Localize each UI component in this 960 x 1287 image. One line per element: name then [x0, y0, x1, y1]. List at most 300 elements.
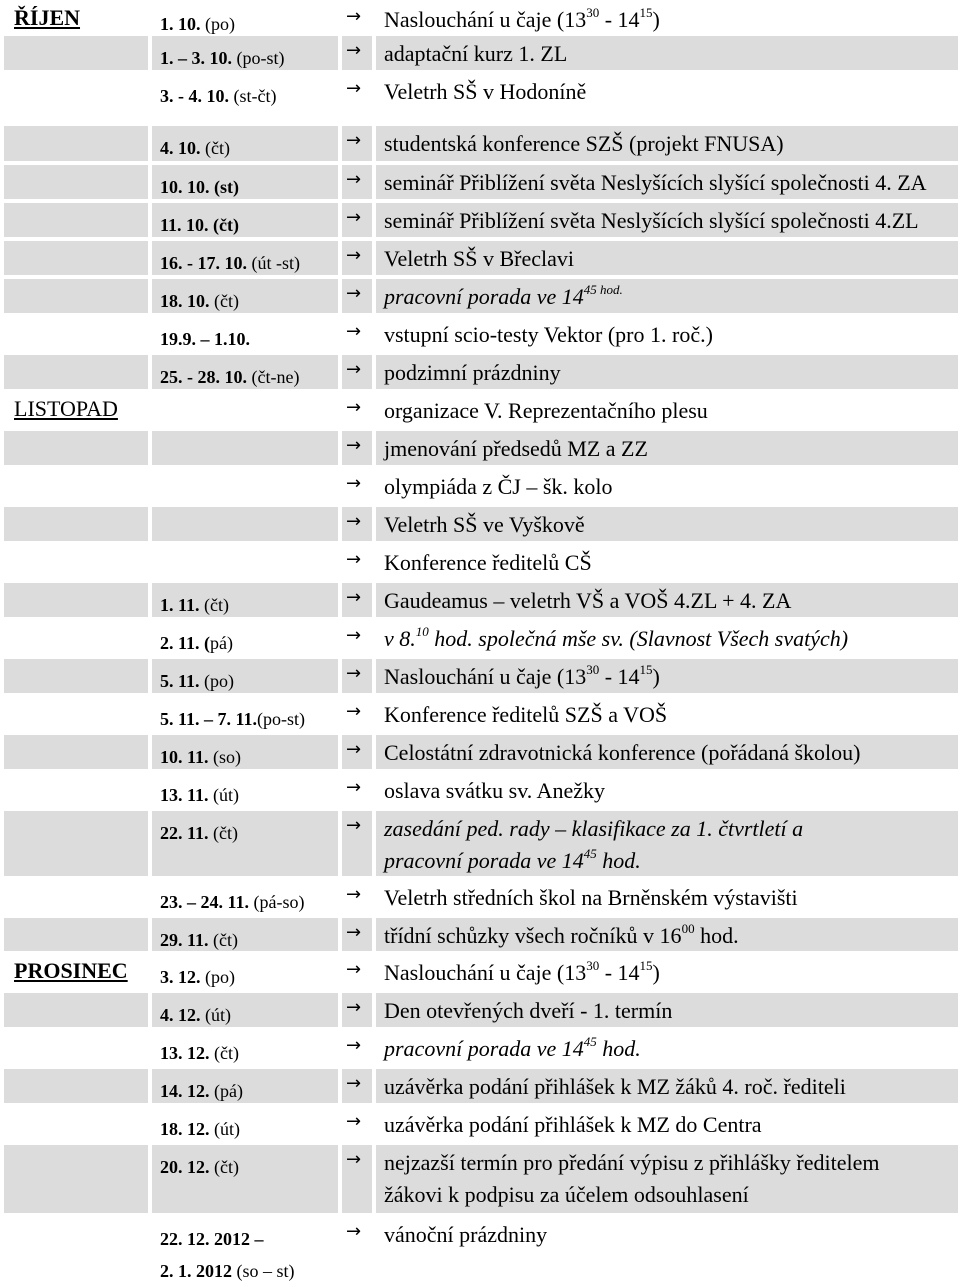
arrow-cell — [342, 1145, 372, 1213]
description-text — [384, 433, 648, 465]
arrow-icon: → — [346, 130, 362, 151]
month-cell — [4, 811, 148, 876]
description-cell — [376, 317, 958, 351]
description-text — [384, 1033, 641, 1065]
arrow-icon: → — [346, 959, 362, 980]
arrow-icon: → — [346, 40, 362, 61]
arrow-cell — [342, 621, 372, 655]
description: pracovní porada ve 14 — [384, 284, 584, 309]
description-text — [384, 167, 927, 199]
date-text — [160, 1075, 243, 1107]
date-text — [160, 1113, 240, 1145]
date-bold: 11. 10. (čt) — [160, 215, 239, 235]
description-text — [384, 395, 708, 427]
arrow-cell — [342, 659, 372, 693]
date-text — [160, 171, 239, 203]
arrow-cell — [342, 74, 372, 106]
arrow-cell — [342, 203, 372, 237]
date-cell — [152, 735, 338, 769]
arrow-icon: → — [346, 1073, 362, 1094]
arrow-cell — [342, 431, 372, 465]
month-cell — [4, 621, 148, 655]
date-day: (so – st) — [232, 1261, 295, 1281]
date-text — [160, 1037, 239, 1069]
date-cell — [152, 36, 338, 70]
description-cell — [376, 279, 958, 313]
date-day: (čt-ne) — [247, 367, 300, 387]
date-bold: 2. 1. 2012 — [160, 1261, 232, 1281]
arrow-icon: → — [346, 997, 362, 1018]
description-text — [384, 882, 798, 914]
description-text — [384, 38, 567, 70]
arrow-cell — [342, 1031, 372, 1065]
month-cell — [4, 955, 148, 989]
description: studentská konference SZŠ (projekt FNUSA) — [384, 131, 784, 156]
table-row — [0, 1143, 960, 1215]
description-text — [384, 957, 660, 989]
description-text — [384, 623, 848, 655]
description-cell — [376, 1069, 958, 1103]
date-cell — [152, 545, 338, 579]
date-text — [160, 361, 299, 393]
arrow-cell — [342, 2, 372, 32]
description-cell — [376, 36, 958, 70]
table-row — [0, 239, 960, 277]
description-text — [384, 1219, 547, 1251]
description-text — [384, 737, 860, 769]
description: Celostátní zdravotnická konference (pořádaná školou) — [384, 740, 861, 765]
table-row — [0, 429, 960, 467]
arrow-cell — [342, 993, 372, 1027]
description: Veletrh SŠ ve Vyškově — [384, 512, 585, 537]
arrow-cell — [342, 126, 372, 161]
description-cell — [376, 735, 958, 769]
date-day: (so) — [208, 747, 242, 767]
description-text — [384, 281, 623, 313]
date-bold: 10. 11. — [160, 747, 209, 767]
date-bold: 22. 11. — [160, 823, 209, 843]
arrow-icon: → — [346, 511, 362, 532]
table-row — [0, 163, 960, 201]
date-day: (čt) — [200, 138, 230, 158]
table-row — [0, 277, 960, 315]
description-cell — [376, 955, 958, 989]
arrow-cell — [342, 279, 372, 313]
table-row — [0, 991, 960, 1029]
month-cell — [4, 659, 148, 693]
arrow-icon: → — [346, 397, 362, 418]
date-cell — [152, 1069, 338, 1103]
description-mid: - 14 — [599, 664, 640, 689]
description-text — [384, 205, 919, 237]
description-cell — [376, 1145, 958, 1213]
date-text — [160, 817, 238, 849]
date-cell — [152, 241, 338, 275]
description-cell — [376, 545, 958, 579]
month-cell — [4, 279, 148, 313]
date-cell — [152, 955, 338, 989]
description-mid: hod. — [694, 923, 739, 948]
arrow-cell — [342, 545, 372, 579]
date-cell — [152, 918, 338, 951]
month-cell — [4, 880, 148, 914]
date-day: (út) — [209, 1119, 240, 1139]
date-cell — [152, 355, 338, 389]
description-mid: - 14 — [599, 960, 640, 985]
description: Konference ředitelů SZŠ a VOŠ — [384, 702, 668, 727]
month-cell — [4, 355, 148, 389]
arrow-icon: → — [346, 169, 362, 190]
description: Den otevřených dveří - 1. termín — [384, 998, 673, 1023]
description-cell — [376, 1107, 958, 1141]
arrow-icon: → — [346, 884, 362, 905]
table-row — [0, 581, 960, 619]
date-day: (čt) — [208, 930, 238, 950]
date-day: (út) — [208, 785, 240, 805]
month-rijen: ŘÍJEN — [14, 5, 81, 30]
description-end: ) — [652, 7, 660, 32]
table-row — [0, 353, 960, 391]
date-cell — [152, 1107, 338, 1141]
date-bold: 13. 12. — [160, 1043, 210, 1063]
date-bold: 23. – 24. 11. — [160, 892, 250, 912]
date-text — [160, 961, 235, 993]
description: vánoční prázdniny — [384, 1222, 548, 1247]
date-text — [160, 924, 238, 956]
table-row — [0, 1029, 960, 1067]
superscript: 30 — [586, 4, 600, 20]
month-cell — [4, 507, 148, 541]
date-day: (po) — [200, 14, 235, 34]
date-cell — [152, 583, 338, 617]
description-cell — [376, 126, 958, 161]
table-row — [0, 315, 960, 353]
date-day: (út -st) — [247, 253, 300, 273]
date-text — [160, 1151, 239, 1183]
arrow-icon: → — [346, 78, 362, 99]
description-text — [384, 319, 713, 351]
arrow-icon: → — [346, 625, 362, 646]
date-bold: 4. 10. — [160, 138, 201, 158]
date-cell — [152, 279, 338, 313]
description-text — [384, 813, 803, 877]
description-cell — [376, 993, 958, 1027]
description-text — [384, 357, 561, 389]
arrow-icon: → — [346, 663, 362, 684]
month-cell — [4, 74, 148, 106]
date-text — [160, 999, 231, 1031]
date-bold: 20. 12. — [160, 1157, 210, 1177]
date-cell — [152, 469, 338, 503]
arrow-icon: → — [346, 359, 362, 380]
description-text — [384, 509, 585, 541]
description: Naslouchání u čaje (13 — [384, 7, 587, 32]
arrow-cell — [342, 393, 372, 427]
date-day: (út) — [200, 1005, 231, 1025]
description-cell — [376, 697, 958, 731]
date-day: (po-st) — [232, 48, 285, 68]
description-cell — [376, 469, 958, 503]
date-day: (pá-so) — [249, 892, 305, 912]
table-row — [0, 34, 960, 72]
description-mid: hod. — [596, 1036, 641, 1061]
date-cell — [152, 74, 338, 106]
date-text — [160, 589, 229, 621]
table-row — [0, 771, 960, 809]
description-text — [384, 128, 784, 160]
description-text — [384, 4, 660, 36]
date-cell — [152, 621, 338, 655]
date-cell — [152, 393, 338, 427]
date-text — [160, 323, 250, 355]
description-cell — [376, 2, 958, 32]
description: nejzazší termín pro předání výpisu z přihlášky ředitelem — [384, 1150, 880, 1175]
description-cell — [376, 241, 958, 275]
date-cell — [152, 659, 338, 693]
arrow-icon: → — [346, 207, 362, 228]
description: v 8. — [384, 626, 416, 651]
description-text — [384, 1071, 846, 1103]
superscript: 00 — [681, 920, 695, 936]
date-cell — [152, 811, 338, 876]
month-listopad: LISTOPAD — [14, 396, 118, 421]
description-cell — [376, 355, 958, 389]
description-mid: hod. společná mše sv. (Slavnost Všech svatých) — [428, 626, 849, 651]
date-text — [160, 132, 230, 164]
date-day: (pá) — [209, 1081, 243, 1101]
arrow-icon: → — [346, 815, 362, 836]
description-text — [384, 920, 739, 952]
description: oslava svátku sv. Anežky — [384, 778, 605, 803]
table-row — [0, 0, 960, 34]
month-prosinec: PROSINEC — [14, 958, 128, 983]
superscript: 45 — [583, 845, 597, 861]
date-cell — [152, 697, 338, 731]
description: Gaudeamus – veletrh VŠ a VOŠ 4.ZL + 4. ZA — [384, 588, 792, 613]
description: vstupní scio-testy Vektor (pro 1. roč.) — [384, 322, 713, 347]
date-day: (po-st) — [257, 709, 306, 729]
description: Veletrh SŠ v Břeclavi — [384, 246, 575, 271]
date-bold: 10. 10. (st) — [160, 177, 239, 197]
description-cell — [376, 659, 958, 693]
arrow-cell — [342, 583, 372, 617]
arrow-icon: → — [346, 777, 362, 798]
month-cell — [4, 993, 148, 1027]
arrow-icon: → — [346, 1035, 362, 1056]
table-row — [0, 695, 960, 733]
date-bold: 1. 11. — [160, 595, 200, 615]
month-cell — [4, 545, 148, 579]
date-bold: 29. 11. — [160, 930, 209, 950]
date-cell — [152, 1145, 338, 1213]
table-row — [0, 953, 960, 991]
description-end: ) — [652, 664, 660, 689]
arrow-cell — [342, 469, 372, 503]
date-text — [160, 703, 305, 735]
table-row — [0, 467, 960, 505]
date-day: (čt) — [209, 1043, 239, 1063]
description-cell — [376, 1031, 958, 1065]
month-cell — [4, 241, 148, 275]
arrow-cell — [342, 1217, 372, 1281]
description: podzimní prázdniny — [384, 360, 561, 385]
description-text — [384, 699, 667, 731]
date-bold: 18. 10. — [160, 291, 210, 311]
month-cell — [4, 735, 148, 769]
description-end: ) — [652, 960, 660, 985]
arrow-icon: → — [346, 283, 362, 304]
date-bold: 22. 12. 2012 – — [160, 1229, 264, 1249]
description: třídní schůzky všech ročníků v 16 — [384, 923, 682, 948]
date-day: (po) — [200, 967, 235, 987]
table-row — [0, 657, 960, 695]
description-cell — [376, 1217, 958, 1281]
superscript: 15 — [639, 661, 653, 677]
description-cell — [376, 621, 958, 655]
date-bold: 1. 10. — [160, 14, 201, 34]
table-row — [0, 72, 960, 108]
description-text — [384, 585, 791, 617]
date-text — [160, 779, 239, 811]
description-line2: žákovi k podpisu za účelem odsouhlasení — [384, 1182, 749, 1207]
date-cell — [152, 1031, 338, 1065]
month-cell — [4, 583, 148, 617]
superscript: 10 — [415, 623, 429, 639]
month-cell — [4, 431, 148, 465]
date-day: pá) — [210, 633, 233, 653]
month-cell — [4, 469, 148, 503]
date-cell — [152, 317, 338, 351]
description-text — [384, 995, 672, 1027]
description: adaptační kurz 1. ZL — [384, 41, 568, 66]
month-cell — [4, 2, 148, 32]
date-cell — [152, 993, 338, 1027]
date-day: (po) — [199, 671, 235, 691]
arrow-icon: → — [346, 549, 362, 570]
description-end: hod. — [596, 848, 641, 873]
table-row — [0, 809, 960, 878]
arrow-cell — [342, 918, 372, 951]
description-text — [384, 471, 613, 503]
arrow-cell — [342, 773, 372, 807]
table-row — [0, 201, 960, 239]
month-cell — [4, 317, 148, 351]
description-line2: pracovní porada ve 14 — [384, 848, 584, 873]
arrow-cell — [342, 1069, 372, 1103]
date-bold: 3. 12. — [160, 967, 201, 987]
month-cell — [4, 1145, 148, 1213]
description: Naslouchání u čaje (13 — [384, 664, 587, 689]
arrow-icon: → — [346, 245, 362, 266]
date-bold: 16. - 17. 10. — [160, 253, 247, 273]
month-cell — [4, 1107, 148, 1141]
date-bold: 5. 11. — [160, 671, 200, 691]
description-text — [384, 775, 605, 807]
date-cell — [152, 773, 338, 807]
arrow-icon: → — [346, 587, 362, 608]
description: olympiáda z ČJ – šk. kolo — [384, 474, 613, 499]
month-cell — [4, 1069, 148, 1103]
superscript: 30 — [586, 661, 600, 677]
superscript: 45 — [583, 1033, 597, 1049]
date-text — [160, 665, 234, 697]
description: Veletrh SŠ v Hodoníně — [384, 79, 587, 104]
date-text — [160, 285, 239, 317]
month-cell — [4, 918, 148, 951]
arrow-cell — [342, 165, 372, 199]
description: uzávěrka podání přihlášek k MZ do Centra — [384, 1112, 762, 1137]
description-cell — [376, 773, 958, 807]
arrow-cell — [342, 36, 372, 70]
date-bold: 18. 12. — [160, 1119, 210, 1139]
description-cell — [376, 165, 958, 199]
date-text — [160, 627, 233, 659]
arrow-icon: → — [346, 739, 362, 760]
month-cell — [4, 697, 148, 731]
table-row — [0, 543, 960, 581]
superscript: 15 — [639, 4, 653, 20]
description: organizace V. Reprezentačního plesu — [384, 398, 708, 423]
arrow-cell — [342, 955, 372, 989]
month-cell — [4, 165, 148, 199]
description: pracovní porada ve 14 — [384, 1036, 584, 1061]
table-row — [0, 1215, 960, 1283]
description-text — [384, 1109, 762, 1141]
description: Veletrh středních škol na Brněnském výstavišti — [384, 885, 798, 910]
date-cell — [152, 431, 338, 465]
description-cell — [376, 431, 958, 465]
date-cell — [152, 203, 338, 237]
month-cell — [4, 1217, 148, 1281]
description: seminář Přiblížení světa Neslyšících slyšící společnosti 4.ZL — [384, 208, 919, 233]
table-row — [0, 733, 960, 771]
description: zasedání ped. rady – klasifikace za 1. čtvrtletí a — [384, 816, 804, 841]
description: uzávěrka podání přihlášek k MZ žáků 4. roč. řediteli — [384, 1074, 846, 1099]
date-cell — [152, 1217, 338, 1281]
arrow-icon: → — [346, 473, 362, 494]
date-bold: 13. 11. — [160, 785, 209, 805]
table-row — [0, 878, 960, 916]
month-cell — [4, 773, 148, 807]
description-text — [384, 1147, 879, 1211]
description-cell — [376, 74, 958, 106]
date-text — [160, 80, 276, 112]
table-row — [0, 1105, 960, 1143]
arrow-icon: → — [346, 1149, 362, 1170]
date-bold: 3. - 4. 10. — [160, 86, 229, 106]
description-cell — [376, 507, 958, 541]
date-bold: 19.9. – 1.10. — [160, 329, 250, 349]
date-bold: 4. 12. — [160, 1005, 201, 1025]
description: jmenování předsedů MZ a ZZ — [384, 436, 648, 461]
description: Naslouchání u čaje (13 — [384, 960, 587, 985]
month-cell — [4, 1031, 148, 1065]
arrow-icon: → — [346, 321, 362, 342]
table-row — [0, 1067, 960, 1105]
description-cell — [376, 393, 958, 427]
arrow-icon: → — [346, 701, 362, 722]
date-cell — [152, 126, 338, 161]
date-text — [160, 1223, 295, 1287]
description: seminář Přiblížení světa Neslyšících slyšící společnosti 4. ZA — [384, 170, 927, 195]
description-text — [384, 547, 592, 579]
date-text — [160, 42, 285, 74]
month-cell — [4, 203, 148, 237]
description-mid: - 14 — [599, 7, 640, 32]
description-text — [384, 243, 574, 275]
date-bold: 5. 11. – 7. 11. — [160, 709, 258, 729]
date-text — [160, 209, 239, 241]
